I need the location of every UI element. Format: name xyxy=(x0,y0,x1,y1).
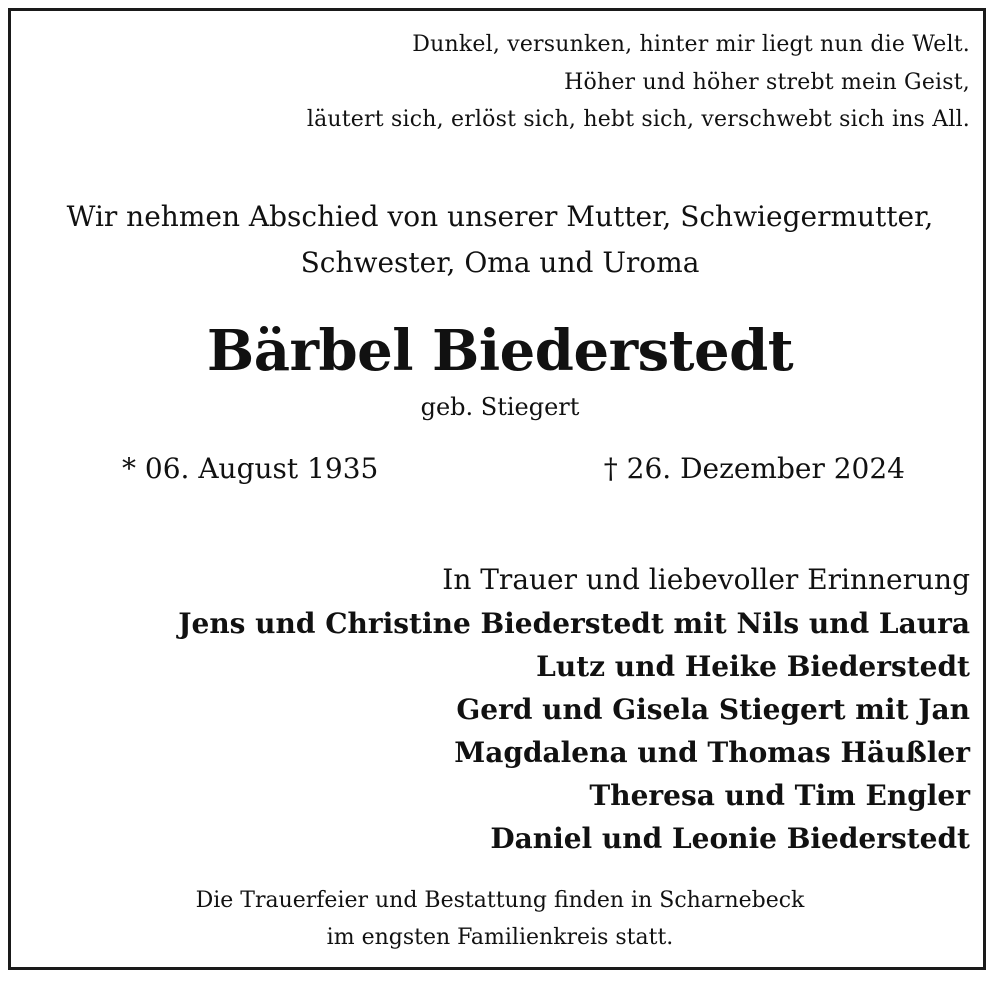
maiden-name: geb. Stiegert xyxy=(420,393,580,421)
mourner-line: Jens und Christine Biederstedt mit Nils und Laura xyxy=(178,607,970,640)
footer-line-1: Die Trauerfeier und Bestattung finden in Scharnebeck xyxy=(195,888,805,913)
poem-line-2: Höher und höher strebt mein Geist, xyxy=(564,70,970,95)
poem-line-3: läutert sich, erlöst sich, hebt sich, verschwebt sich ins All. xyxy=(306,107,970,132)
mourner-line: Lutz und Heike Biederstedt xyxy=(536,650,970,683)
mourner-line: Daniel und Leonie Biederstedt xyxy=(490,822,970,855)
poem-line-1: Dunkel, versunken, hinter mir liegt nun die Welt. xyxy=(412,32,970,57)
birth-date: * 06. August 1935 xyxy=(122,452,379,485)
death-date: † 26. Dezember 2024 xyxy=(603,452,905,485)
mourner-line: Theresa und Tim Engler xyxy=(589,779,970,812)
intro-line-2: Schwester, Oma und Uroma xyxy=(300,246,700,279)
mourners-intro: In Trauer und liebevoller Erinnerung xyxy=(442,563,970,596)
deceased-name: Bärbel Biederstedt xyxy=(206,318,794,384)
intro-line-1: Wir nehmen Abschied von unserer Mutter, Schwiegermutter, xyxy=(66,200,934,233)
mourner-line: Gerd und Gisela Stiegert mit Jan xyxy=(456,693,970,726)
footer-line-2: im engsten Familienkreis statt. xyxy=(326,925,674,950)
mourner-line: Magdalena und Thomas Häußler xyxy=(454,736,970,769)
